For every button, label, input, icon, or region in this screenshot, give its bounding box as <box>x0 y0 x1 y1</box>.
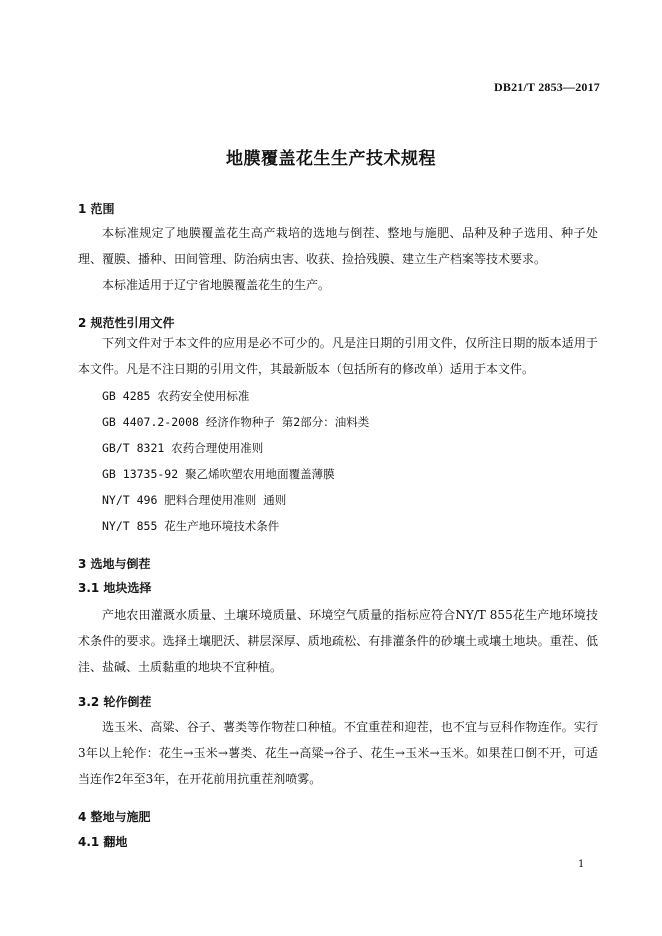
reference-item: GB 13735-92 聚乙烯吹塑农用地面覆盖薄膜 <box>102 467 335 481</box>
references-intro-paragraph: 下列文件对于本文件的应用是必不可少的。凡是注日期的引用文件，仅所注日期的版本适用于本文件。凡是不注日期的引用文件，其最新版本（包括所有的修改单）适用于本文件。 <box>78 336 598 376</box>
plot-selection-paragraph: 产地农田灌溉水质量、土壤环境质量、环境空气质量的指标应符合NY/T 855花生产地环境技术条件的要求。选择土壤肥沃、耕层深厚、质地疏松、有排灌条件的砂壤土或壤土地块。重茬、低洼、盐碱、土质黏重的地块不宜种植。 <box>78 608 598 674</box>
standard-code: DB21/T 2853—2017 <box>494 80 600 94</box>
page-number: 1 <box>578 859 585 870</box>
section-heading-land-prep: 4 整地与施肥 <box>78 810 151 824</box>
reference-item: GB 4285 农药安全使用标准 <box>102 389 250 403</box>
subsection-heading-plot-selection: 3.1 地块选择 <box>78 581 152 595</box>
subsection-heading-crop-rotation: 3.2 轮作倒茬 <box>78 695 152 709</box>
page-title: 地膜覆盖花生生产技术规程 <box>226 149 436 169</box>
section-heading-normative-references: 2 规范性引用文件 <box>78 316 175 330</box>
section-heading-site-selection: 3 选地与倒茬 <box>78 557 151 571</box>
crop-rotation-paragraph: 选玉米、高粱、谷子、薯类等作物茬口种植。不宜重茬和迎茬，也不宜与豆科作物连作。实行3年以上轮作：花生→玉米→薯类、花生→高粱→谷子、花生→玉米→玉米。如果茬口倒不开，可适当连作2年至3年，在开花前用抗重茬剂喷雾。 <box>78 720 598 786</box>
reference-item: NY/T 855 花生产地环境技术条件 <box>102 519 280 533</box>
scope-applicability-paragraph: 本标准适用于辽宁省地膜覆盖花生的生产。 <box>102 278 331 292</box>
reference-item: GB 4407.2-2008 经济作物种子 第2部分：油料类 <box>102 415 370 429</box>
section-heading-scope: 1 范围 <box>78 202 115 216</box>
reference-item: NY/T 496 肥料合理使用准则 通则 <box>102 493 287 507</box>
subsection-heading-plowing: 4.1 翻地 <box>78 835 128 849</box>
reference-item: GB/T 8321 农药合理使用准则 <box>102 441 264 455</box>
scope-paragraph: 本标准规定了地膜覆盖花生高产栽培的选地与倒茬、整地与施肥、品种及种子选用、种子处理、覆膜、播种、田间管理、防治病虫害、收获、捡拾残膜、建立生产档案等技术要求。 <box>78 226 598 266</box>
